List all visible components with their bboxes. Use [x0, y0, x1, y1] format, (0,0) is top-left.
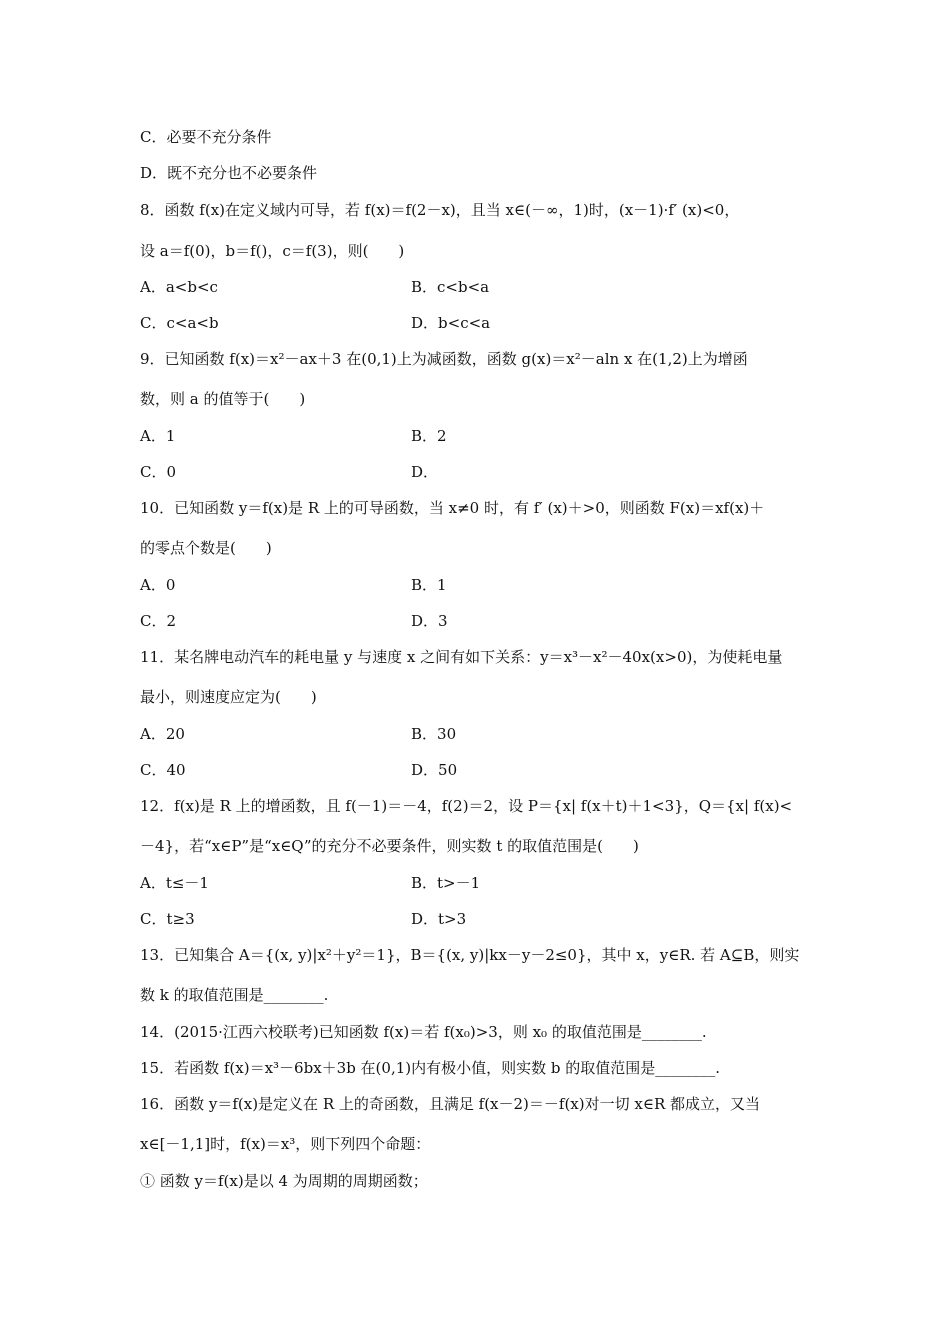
- text-line-l9b: B．2: [411, 427, 447, 445]
- text-line-l25: 14．(2015·江西六校联考)已知函数 f(x)＝若 f(x₀)>3，则 x₀ 的取值范围是________.: [140, 1023, 707, 1041]
- text-line-l22a: C．t≥3: [140, 910, 195, 928]
- text-line-l17a: A．20: [140, 725, 185, 743]
- text-line-l19: 12．f(x)是 R 上的增函数，且 f(－1)＝－4，f(2)＝2，设 P＝{x| f(x＋t)＋1<3}，Q＝{x| f(x)<: [140, 797, 793, 815]
- text-line-l23: 13．已知集合 A＝{(x, y)|x²＋y²＝1}，B＝{(x, y)|kx－y－2≤0}，其中 x，y∈R. 若 A⊆B，则实: [140, 946, 800, 964]
- text-line-l2: D．既不充分也不必要条件: [140, 164, 318, 182]
- text-line-l21b: B．t>－1: [411, 874, 481, 892]
- text-line-l13a: A．0: [140, 576, 176, 594]
- text-line-l22b: D．t>3: [411, 910, 467, 928]
- text-line-l8: 数，则 a 的值等于( ): [140, 390, 306, 408]
- text-line-l5b: B．c<b<a: [411, 278, 490, 296]
- text-line-l11: 10．已知函数 y＝f(x)是 R 上的可导函数，当 x≠0 时，有 f′ (x)＋>0，则函数 F(x)＝xf(x)＋: [140, 499, 765, 517]
- text-line-l26: 15．若函数 f(x)＝x³－6bx＋3b 在(0,1)内有极小值，则实数 b 的取值范围是________.: [140, 1059, 721, 1077]
- text-line-l28: x∈[－1,1]时，f(x)＝x³，则下列四个命题：: [140, 1135, 431, 1153]
- text-line-l20: －4}，若“x∈P”是“x∈Q”的充分不必要条件，则实数 t 的取值范围是( ): [140, 837, 639, 855]
- text-line-l10b: D．: [411, 463, 439, 481]
- text-line-l15: 11．某名牌电动汽车的耗电量 y 与速度 x 之间有如下关系：y＝x³－x²－40x(x>0)，为使耗电量: [140, 648, 783, 666]
- text-line-l14a: C．2: [140, 612, 177, 630]
- text-line-l6b: D．b<c<a: [411, 314, 491, 332]
- text-line-l17b: B．30: [411, 725, 457, 743]
- text-line-l21a: A．t≤－1: [140, 874, 209, 892]
- text-line-l27: 16．函数 y＝f(x)是定义在 R 上的奇函数，且满足 f(x－2)＝－f(x)对一切 x∈R 都成立，又当: [140, 1095, 761, 1113]
- text-line-l4: 设 a＝f(0)，b＝f()，c＝f(3)，则( ): [140, 242, 405, 260]
- text-line-l12: 的零点个数是( ): [140, 539, 272, 557]
- text-line-l14b: D．3: [411, 612, 448, 630]
- text-line-l6a: C．c<a<b: [140, 314, 219, 332]
- text-line-l10a: C．0: [140, 463, 177, 481]
- text-line-l13b: B．1: [411, 576, 447, 594]
- text-line-l18b: D．50: [411, 761, 458, 779]
- text-line-l29: ① 函数 y＝f(x)是以 4 为周期的周期函数；: [140, 1172, 428, 1190]
- text-line-l24: 数 k 的取值范围是________.: [140, 986, 329, 1004]
- text-line-l5a: A．a<b<c: [140, 278, 218, 296]
- text-line-l1: C．必要不充分条件: [140, 128, 272, 146]
- text-line-l7: 9．已知函数 f(x)＝x²－ax＋3 在(0,1)上为减函数，函数 g(x)＝x²－aln x 在(1,2)上为增函: [140, 350, 748, 368]
- text-line-l16: 最小，则速度应定为( ): [140, 688, 317, 706]
- text-line-l9a: A．1: [140, 427, 176, 445]
- text-line-l3: 8．函数 f(x)在定义域内可导，若 f(x)＝f(2－x)，且当 x∈(－∞，1)时，(x－1)·f′ (x)<0，: [140, 201, 740, 219]
- text-line-l18a: C．40: [140, 761, 186, 779]
